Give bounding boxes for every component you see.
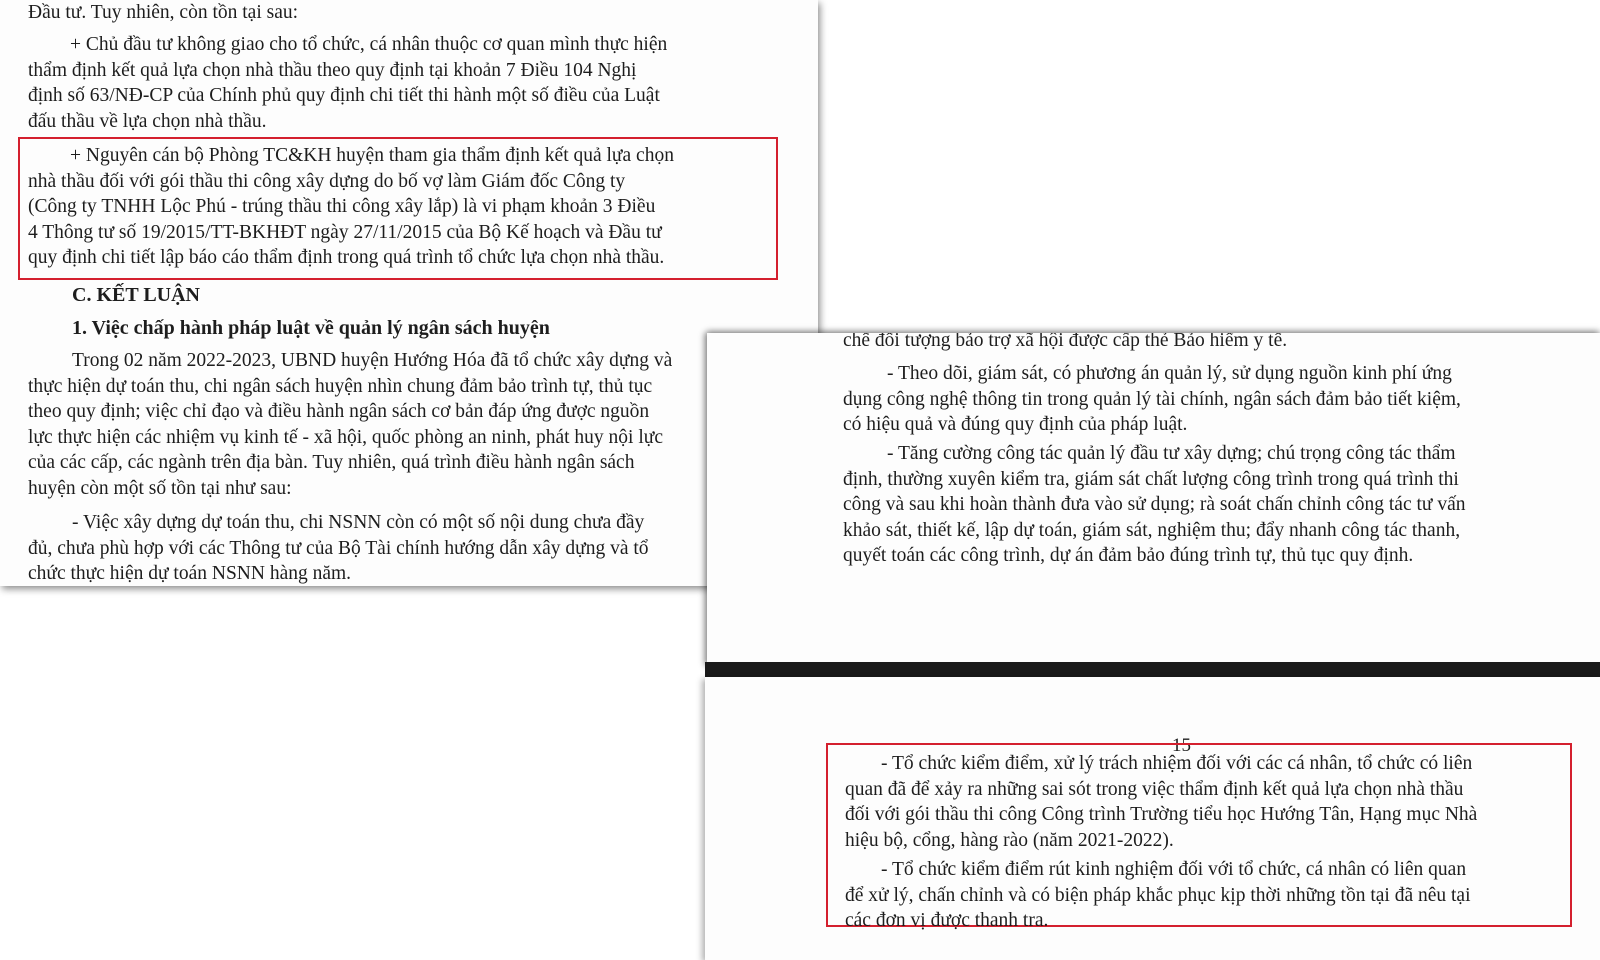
text-line: quan đã để xảy ra những sai sót trong việc thẩm định kết quả lựa chọn nhà thầu — [845, 778, 1464, 800]
text-line: thẩm định kết quả lựa chọn nhà thầu theo quy định tại khoản 7 Điều 104 Nghị — [28, 59, 637, 81]
recommendation-paragraph-4 — [845, 857, 1543, 934]
text-line: có hiệu quả và đúng quy định của pháp luật. — [843, 414, 1188, 435]
page-separator-bar — [705, 662, 1600, 677]
text-line: huyện còn một số tồn tại như sau: — [28, 477, 292, 499]
text-line: Trong 02 năm 2022-2023, UBND huyện Hướng Hóa đã tổ chức xây dựng và — [72, 350, 673, 371]
text-line: lực thực hiện các nhiệm vụ kinh tế - xã hội, quốc phòng an ninh, phát huy nội lực — [28, 426, 663, 448]
text-line: + Nguyên cán bộ Phòng TC&KH huyện tham gia thẩm định kết quả lựa chọn — [70, 145, 674, 166]
text-line: chức thực hiện dự toán NSNN hàng năm. — [28, 563, 352, 584]
left-document-page — [0, 0, 818, 586]
text-line: đấu thầu về lựa chọn nhà thầu. — [28, 110, 267, 132]
text-line: khảo sát, thiết kế, lập dự toán, giám sát, nghiệm thu; đẩy nhanh công tác thanh, — [843, 519, 1461, 541]
text-line: theo quy định; việc chỉ đạo và điều hành ngân sách cơ bản đáp ứng được nguồn — [28, 401, 650, 422]
text-line: của các cấp, các ngành trên địa bàn. Tuy nhiên, quá trình điều hành ngân sách — [28, 452, 635, 473]
right-bottom-document-page — [705, 677, 1600, 960]
section-heading: C. KẾT LUẬN — [72, 284, 200, 306]
conclusion-paragraph-2 — [28, 510, 752, 586]
text-line: - Tăng cường công tác quản lý đầu tư xây dựng; chú trọng công tác thẩm — [887, 443, 1456, 464]
text-line: để xử lý, chấn chỉnh và có biện pháp khắc phục kịp thời những tồn tại đã nêu tại — [845, 884, 1471, 906]
text-line: (Công ty TNHH Lộc Phú - trúng thầu thi công xây lắp) là vi phạm khoản 3 Điều — [28, 196, 656, 217]
recommendation-paragraph-2 — [843, 441, 1543, 569]
text-line: + Chủ đầu tư không giao cho tổ chức, cá nhân thuộc cơ quan mình thực hiện — [70, 34, 668, 55]
text-line: hiệu bộ, cổng, hàng rào (năm 2021-2022). — [845, 829, 1174, 851]
text-line: - Việc xây dựng dự toán thu, chi NSNN còn có một số nội dung chưa đầy — [72, 512, 645, 533]
recommendation-paragraph-1 — [843, 361, 1543, 438]
text-line: thực hiện dự toán thu, chi ngân sách huyện nhìn chung đảm bảo trình tự, thủ tục — [28, 375, 653, 397]
conclusion-paragraph-1 — [28, 348, 752, 501]
recommendation-paragraph-3 — [845, 751, 1543, 853]
item-1-paragraph — [28, 32, 752, 134]
text-line: định, thường xuyên kiểm tra, giám sát chất lượng công trình trong quá trình thi — [843, 468, 1459, 490]
text-line: 4 Thông tư số 19/2015/TT-BKHĐT ngày 27/11/2015 của Bộ Kế hoạch và Đầu tư — [28, 221, 662, 243]
text-line: các đơn vị được thanh tra. — [845, 910, 1049, 931]
text-line: định số 63/NĐ-CP của Chính phủ quy định chi tiết thi hành một số điều của Luật — [28, 85, 660, 106]
right-top-document-page — [707, 333, 1600, 666]
text-line: dụng công nghệ thông tin trong quản lý tài chính, ngân sách đảm bảo tiết kiệm, — [843, 388, 1461, 410]
text-line: Đầu tư. Tuy nhiên, còn tồn tại sau: — [28, 2, 299, 23]
text-line: quyết toán các công trình, dự án đảm bảo đúng trình tự, thủ tục quy định. — [843, 545, 1414, 566]
top-line — [843, 333, 1543, 354]
text-line: - Tổ chức kiểm điểm rút kinh nghiệm đối với tổ chức, cá nhân có liên quan — [881, 859, 1467, 880]
subsection-heading: 1. Việc chấp hành pháp luật về quản lý ngân sách huyện — [72, 317, 550, 339]
top-line — [28, 0, 788, 26]
text-line: công và sau khi hoàn thành đưa vào sử dụng; rà soát chấn chỉnh công tác tư vấn — [843, 494, 1466, 515]
text-line: đủ, chưa phù hợp với các Thông tư của Bộ Tài chính hướng dẫn xây dựng và tổ — [28, 537, 649, 559]
item-2-paragraph — [28, 143, 752, 271]
text-line: - Theo dõi, giám sát, có phương án quản lý, sử dụng nguồn kinh phí ứng — [887, 363, 1452, 384]
text-line: quy định chi tiết lập báo cáo thẩm định trong quá trình tổ chức lựa chọn nhà thầu. — [28, 247, 665, 268]
text-line: chế đối tượng bảo trợ xã hội được cấp thẻ Bảo hiểm y tế. — [843, 333, 1288, 351]
text-line: đối với gói thầu thi công Công trình Trường tiểu học Hướng Tân, Hạng mục Nhà — [845, 804, 1478, 825]
text-line: - Tổ chức kiểm điểm, xử lý trách nhiệm đối với các cá nhân, tổ chức có liên — [881, 753, 1473, 774]
text-line: nhà thầu đối với gói thầu thi công xây dựng do bố vợ làm Giám đốc Công ty — [28, 170, 626, 192]
page-number: 15 — [1172, 735, 1191, 756]
